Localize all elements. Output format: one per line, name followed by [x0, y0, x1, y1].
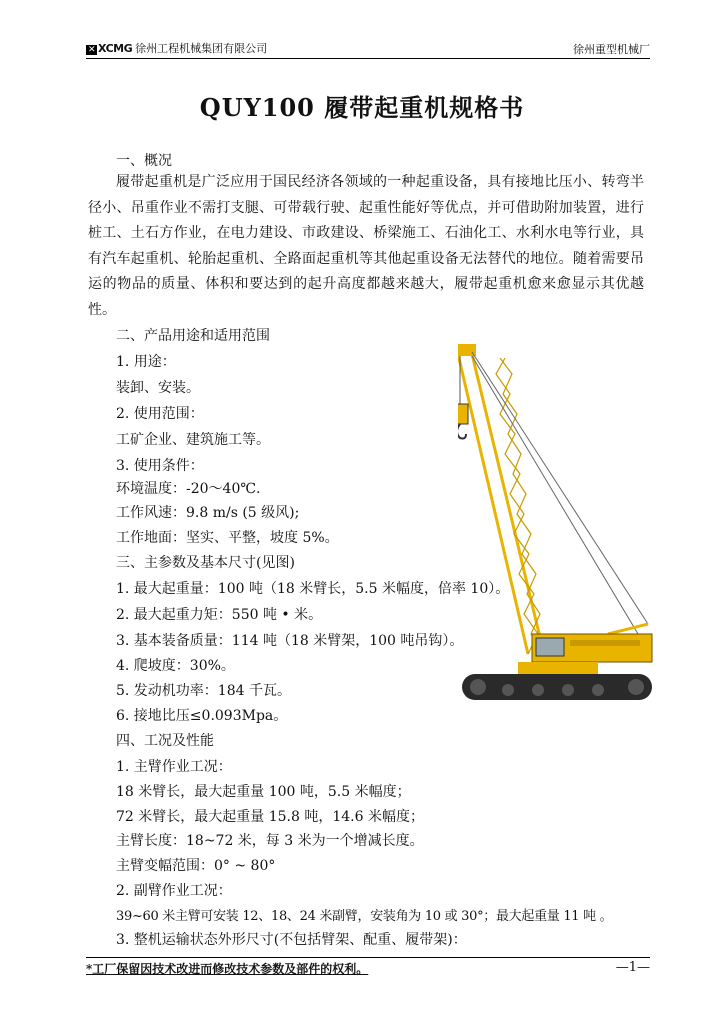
factory-name: 徐州重型机械厂 — [573, 43, 650, 56]
section-heading-params: 三、主参数及基本尺寸(见图) — [116, 555, 295, 571]
perf-line: 18 米臂长，最大起重量 100 吨，5.5 米幅度； — [116, 784, 411, 800]
perf-line: 主臂长度：18~72 米，每 3 米为一个增减长度。 — [116, 833, 424, 849]
overview-paragraph: 履带起重机是广泛应用于国民经济各领域的一种起重设备，具有接地比压小、转弯半径小、吊重作业不需打支腿、可带载行驶、起重性能好等优点，并可借助附加装置，进行桩工、土石方作业，在电力建设、市政建设、桥梁施工、石油化工、水利水电等行业，具有汽车起重机、轮胎起重机、全路面起重机等其他起重设备无法替代的地位。随着需要吊运的物品的质量、体积和要达到的起升高度都越来越大，履带起重机愈来愈显示其优越性。 — [88, 174, 644, 318]
param-line: 1. 最大起重量：100 吨（18 米臂长，5.5 米幅度，倍率 10）。 — [116, 581, 510, 597]
usage-line: 3. 使用条件： — [116, 458, 204, 474]
perf-line: 39~60 米主臂可安装 12、18、24 米副臂，安装角为 10 或 30°；最大起重量 11 吨 。 — [116, 909, 613, 924]
perf-line: 3. 整机运输状态外形尺寸(不包括臂架、配重、履带架)： — [116, 932, 467, 948]
perf-line: 1. 主臂作业工况： — [116, 759, 232, 775]
page-footer — [86, 957, 650, 976]
usage-line: 1. 用途： — [116, 354, 176, 370]
param-line: 2. 最大起重力矩：550 吨 • 米。 — [116, 607, 323, 623]
company-logo — [86, 40, 267, 56]
usage-line: 2. 使用范围： — [116, 406, 204, 422]
perf-line: 72 米臂长，最大起重量 15.8 吨，14.6 米幅度； — [116, 809, 424, 825]
crawler-crane-illustration — [458, 334, 654, 706]
param-line: 6. 接地比压≤0.093Mpa。 — [116, 708, 288, 724]
section-heading-performance: 四、工况及性能 — [116, 733, 214, 749]
company-name: 徐州工程机械集团有限公司 — [135, 42, 268, 55]
page-header — [86, 38, 650, 59]
perf-line: 主臂变幅范围：0° ~ 80° — [116, 858, 276, 874]
section-heading-usage: 二、产品用途和适用范围 — [116, 328, 270, 344]
usage-line: 工作地面：坚实、平整，坡度 5%。 — [116, 530, 339, 546]
perf-line: 2. 副臂作业工况： — [116, 883, 232, 899]
footer-disclaimer: *工厂保留因技术改进而修改技术参数及部件的权利。 — [86, 962, 369, 976]
section-heading-overview: 一、概况 — [116, 153, 172, 169]
usage-line: 环境温度：-20～40℃. — [116, 481, 261, 497]
param-line: 5. 发动机功率：184 千瓦。 — [116, 683, 291, 699]
usage-line: 工作风速：9.8 m/s (5 级风); — [116, 505, 300, 521]
page-number: —1— — [615, 960, 650, 975]
usage-line: 工矿企业、建筑施工等。 — [116, 432, 270, 448]
usage-line: 装卸、安装。 — [116, 380, 200, 396]
param-line: 3. 基本装备质量：114 吨（18 米臂架，100 吨吊钩）。 — [116, 633, 464, 649]
param-line: 4. 爬坡度：30%。 — [116, 658, 235, 674]
xcmg-logo: ✕ XCMG — [87, 41, 133, 55]
document-title: QUY100 履带起重机规格书 — [199, 93, 525, 122]
